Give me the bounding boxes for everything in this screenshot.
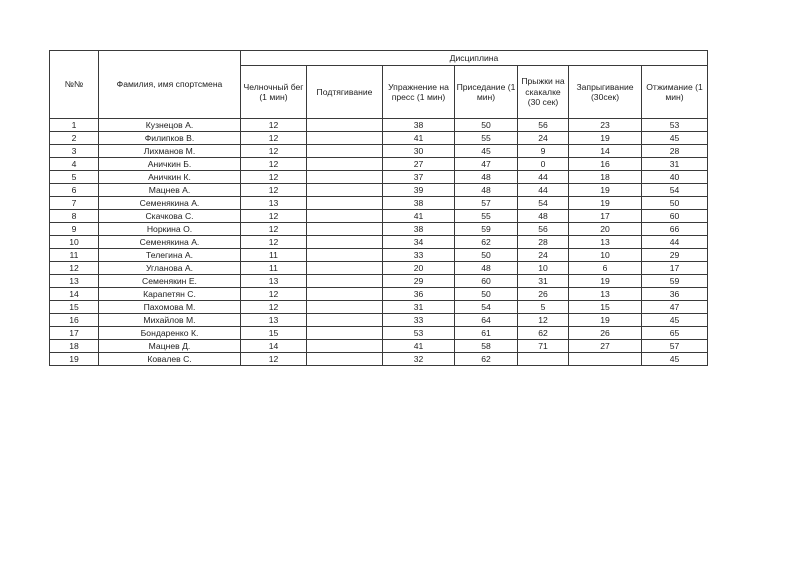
cell-athlete-name: Бондаренко К. — [99, 327, 241, 340]
cell-shuttle-run: 12 — [241, 132, 307, 145]
cell-abs: 20 — [383, 262, 455, 275]
cell-shuttle-run: 12 — [241, 119, 307, 132]
cell-pull-ups — [307, 184, 383, 197]
cell-box-jumps: 27 — [569, 340, 642, 353]
table-row — [50, 184, 708, 197]
cell-number: 6 — [50, 184, 99, 197]
cell-squats: 64 — [455, 314, 518, 327]
cell-athlete-name: Норкина О. — [99, 223, 241, 236]
header-pull-ups: Подтягивание — [307, 66, 383, 119]
cell-box-jumps: 20 — [569, 223, 642, 236]
cell-number: 2 — [50, 132, 99, 145]
cell-pull-ups — [307, 275, 383, 288]
cell-push-ups: 60 — [642, 210, 708, 223]
cell-jump-rope: 31 — [518, 275, 569, 288]
cell-number: 14 — [50, 288, 99, 301]
table-row — [50, 314, 708, 327]
cell-squats: 61 — [455, 327, 518, 340]
cell-jump-rope: 26 — [518, 288, 569, 301]
cell-shuttle-run: 12 — [241, 184, 307, 197]
header-name: Фамилия, имя спортсмена — [99, 51, 241, 119]
cell-number: 7 — [50, 197, 99, 210]
cell-pull-ups — [307, 158, 383, 171]
cell-push-ups: 59 — [642, 275, 708, 288]
cell-squats: 54 — [455, 301, 518, 314]
cell-push-ups: 45 — [642, 353, 708, 366]
cell-number: 15 — [50, 301, 99, 314]
cell-athlete-name: Михайлов М. — [99, 314, 241, 327]
cell-jump-rope: 24 — [518, 249, 569, 262]
cell-abs: 38 — [383, 197, 455, 210]
table-row — [50, 210, 708, 223]
cell-number: 12 — [50, 262, 99, 275]
table-row — [50, 197, 708, 210]
cell-shuttle-run: 11 — [241, 262, 307, 275]
table-row — [50, 223, 708, 236]
cell-jump-rope: 44 — [518, 184, 569, 197]
cell-squats: 50 — [455, 119, 518, 132]
cell-squats: 58 — [455, 340, 518, 353]
cell-athlete-name: Карапетян С. — [99, 288, 241, 301]
cell-athlete-name: Семенякина А. — [99, 236, 241, 249]
cell-shuttle-run: 12 — [241, 145, 307, 158]
cell-squats: 48 — [455, 184, 518, 197]
cell-pull-ups — [307, 249, 383, 262]
table-row — [50, 353, 708, 366]
header-push-ups: Отжимание (1 мин) — [642, 66, 708, 119]
cell-box-jumps: 19 — [569, 275, 642, 288]
cell-jump-rope: 5 — [518, 301, 569, 314]
cell-push-ups: 65 — [642, 327, 708, 340]
cell-push-ups: 29 — [642, 249, 708, 262]
cell-box-jumps: 23 — [569, 119, 642, 132]
cell-shuttle-run: 12 — [241, 288, 307, 301]
cell-pull-ups — [307, 340, 383, 353]
cell-pull-ups — [307, 353, 383, 366]
table-row — [50, 288, 708, 301]
cell-number: 17 — [50, 327, 99, 340]
results-table — [49, 50, 708, 366]
cell-pull-ups — [307, 301, 383, 314]
cell-box-jumps: 19 — [569, 132, 642, 145]
table-row — [50, 171, 708, 184]
cell-pull-ups — [307, 197, 383, 210]
cell-box-jumps: 19 — [569, 184, 642, 197]
cell-athlete-name: Ковалев С. — [99, 353, 241, 366]
cell-squats: 57 — [455, 197, 518, 210]
cell-shuttle-run: 12 — [241, 171, 307, 184]
cell-number: 16 — [50, 314, 99, 327]
cell-jump-rope: 28 — [518, 236, 569, 249]
header-jump-rope: Прыжки на скакалке (30 сек) — [518, 66, 569, 119]
cell-number: 10 — [50, 236, 99, 249]
cell-box-jumps: 14 — [569, 145, 642, 158]
cell-athlete-name: Угланова А. — [99, 262, 241, 275]
cell-number: 18 — [50, 340, 99, 353]
cell-pull-ups — [307, 236, 383, 249]
cell-squats: 55 — [455, 210, 518, 223]
cell-athlete-name: Семенякина А. — [99, 197, 241, 210]
cell-squats: 59 — [455, 223, 518, 236]
cell-abs: 41 — [383, 132, 455, 145]
header-box-jumps: Запрыгивание (30сек) — [569, 66, 642, 119]
cell-squats: 48 — [455, 262, 518, 275]
cell-push-ups: 45 — [642, 132, 708, 145]
cell-athlete-name: Телегина А. — [99, 249, 241, 262]
cell-box-jumps: 6 — [569, 262, 642, 275]
header-number: №№ — [50, 51, 99, 119]
cell-abs: 32 — [383, 353, 455, 366]
cell-jump-rope: 0 — [518, 158, 569, 171]
cell-shuttle-run: 12 — [241, 236, 307, 249]
cell-shuttle-run: 12 — [241, 301, 307, 314]
table-row — [50, 275, 708, 288]
cell-abs: 27 — [383, 158, 455, 171]
cell-athlete-name: Аничкин Б. — [99, 158, 241, 171]
table-row — [50, 132, 708, 145]
cell-push-ups: 47 — [642, 301, 708, 314]
table-row — [50, 340, 708, 353]
cell-squats: 48 — [455, 171, 518, 184]
cell-abs: 37 — [383, 171, 455, 184]
cell-pull-ups — [307, 119, 383, 132]
cell-squats: 50 — [455, 249, 518, 262]
cell-shuttle-run: 12 — [241, 158, 307, 171]
cell-number: 11 — [50, 249, 99, 262]
table-row — [50, 236, 708, 249]
cell-abs: 41 — [383, 210, 455, 223]
cell-push-ups: 45 — [642, 314, 708, 327]
cell-push-ups: 53 — [642, 119, 708, 132]
cell-pull-ups — [307, 171, 383, 184]
cell-jump-rope: 62 — [518, 327, 569, 340]
cell-squats: 55 — [455, 132, 518, 145]
cell-box-jumps: 15 — [569, 301, 642, 314]
cell-abs: 38 — [383, 119, 455, 132]
cell-shuttle-run: 12 — [241, 353, 307, 366]
cell-jump-rope — [518, 353, 569, 366]
cell-number: 3 — [50, 145, 99, 158]
table-row — [50, 158, 708, 171]
table-row — [50, 262, 708, 275]
cell-jump-rope: 71 — [518, 340, 569, 353]
cell-squats: 62 — [455, 236, 518, 249]
cell-abs: 38 — [383, 223, 455, 236]
cell-box-jumps — [569, 353, 642, 366]
cell-shuttle-run: 13 — [241, 314, 307, 327]
cell-pull-ups — [307, 327, 383, 340]
cell-push-ups: 54 — [642, 184, 708, 197]
cell-squats: 50 — [455, 288, 518, 301]
header-abs: Упражнение на пресс (1 мин) — [383, 66, 455, 119]
cell-shuttle-run: 12 — [241, 223, 307, 236]
cell-number: 8 — [50, 210, 99, 223]
cell-jump-rope: 56 — [518, 119, 569, 132]
cell-shuttle-run: 11 — [241, 249, 307, 262]
cell-squats: 47 — [455, 158, 518, 171]
header-shuttle-run: Челночный бег (1 мин) — [241, 66, 307, 119]
cell-push-ups: 44 — [642, 236, 708, 249]
cell-athlete-name: Аничкин К. — [99, 171, 241, 184]
cell-box-jumps: 13 — [569, 288, 642, 301]
cell-abs: 33 — [383, 249, 455, 262]
cell-abs: 29 — [383, 275, 455, 288]
cell-number: 9 — [50, 223, 99, 236]
cell-pull-ups — [307, 314, 383, 327]
cell-jump-rope: 9 — [518, 145, 569, 158]
cell-jump-rope: 56 — [518, 223, 569, 236]
cell-pull-ups — [307, 262, 383, 275]
cell-number: 4 — [50, 158, 99, 171]
cell-squats: 45 — [455, 145, 518, 158]
cell-jump-rope: 54 — [518, 197, 569, 210]
cell-push-ups: 40 — [642, 171, 708, 184]
cell-abs: 31 — [383, 301, 455, 314]
cell-abs: 39 — [383, 184, 455, 197]
cell-box-jumps: 10 — [569, 249, 642, 262]
cell-athlete-name: Филипков В. — [99, 132, 241, 145]
cell-box-jumps: 17 — [569, 210, 642, 223]
cell-squats: 60 — [455, 275, 518, 288]
cell-abs: 53 — [383, 327, 455, 340]
cell-pull-ups — [307, 210, 383, 223]
cell-athlete-name: Лихманов М. — [99, 145, 241, 158]
cell-abs: 34 — [383, 236, 455, 249]
cell-jump-rope: 44 — [518, 171, 569, 184]
cell-jump-rope: 48 — [518, 210, 569, 223]
cell-squats: 62 — [455, 353, 518, 366]
header-squats: Приседание (1 мин) — [455, 66, 518, 119]
cell-athlete-name: Пахомова М. — [99, 301, 241, 314]
cell-abs: 30 — [383, 145, 455, 158]
cell-box-jumps: 16 — [569, 158, 642, 171]
cell-push-ups: 28 — [642, 145, 708, 158]
cell-shuttle-run: 15 — [241, 327, 307, 340]
cell-pull-ups — [307, 145, 383, 158]
cell-box-jumps: 26 — [569, 327, 642, 340]
cell-abs: 36 — [383, 288, 455, 301]
cell-athlete-name: Мацнев А. — [99, 184, 241, 197]
cell-pull-ups — [307, 223, 383, 236]
cell-athlete-name: Скачкова С. — [99, 210, 241, 223]
cell-abs: 33 — [383, 314, 455, 327]
cell-jump-rope: 24 — [518, 132, 569, 145]
cell-athlete-name: Семенякин Е. — [99, 275, 241, 288]
table-row — [50, 145, 708, 158]
table-row — [50, 327, 708, 340]
table-row — [50, 301, 708, 314]
header-discipline: Дисциплина — [241, 51, 708, 66]
cell-jump-rope: 12 — [518, 314, 569, 327]
cell-push-ups: 36 — [642, 288, 708, 301]
cell-push-ups: 17 — [642, 262, 708, 275]
cell-shuttle-run: 13 — [241, 275, 307, 288]
cell-box-jumps: 13 — [569, 236, 642, 249]
cell-shuttle-run: 13 — [241, 197, 307, 210]
cell-push-ups: 50 — [642, 197, 708, 210]
cell-pull-ups — [307, 288, 383, 301]
cell-jump-rope: 10 — [518, 262, 569, 275]
cell-push-ups: 66 — [642, 223, 708, 236]
table-row — [50, 119, 708, 132]
table-body — [50, 119, 708, 366]
cell-number: 1 — [50, 119, 99, 132]
cell-box-jumps: 19 — [569, 197, 642, 210]
table-row — [50, 249, 708, 262]
cell-abs: 41 — [383, 340, 455, 353]
cell-athlete-name: Кузнецов А. — [99, 119, 241, 132]
cell-number: 5 — [50, 171, 99, 184]
cell-number: 19 — [50, 353, 99, 366]
cell-box-jumps: 18 — [569, 171, 642, 184]
cell-push-ups: 31 — [642, 158, 708, 171]
cell-push-ups: 57 — [642, 340, 708, 353]
cell-pull-ups — [307, 132, 383, 145]
cell-box-jumps: 19 — [569, 314, 642, 327]
cell-number: 13 — [50, 275, 99, 288]
cell-athlete-name: Мацнев Д. — [99, 340, 241, 353]
cell-shuttle-run: 14 — [241, 340, 307, 353]
cell-shuttle-run: 12 — [241, 210, 307, 223]
